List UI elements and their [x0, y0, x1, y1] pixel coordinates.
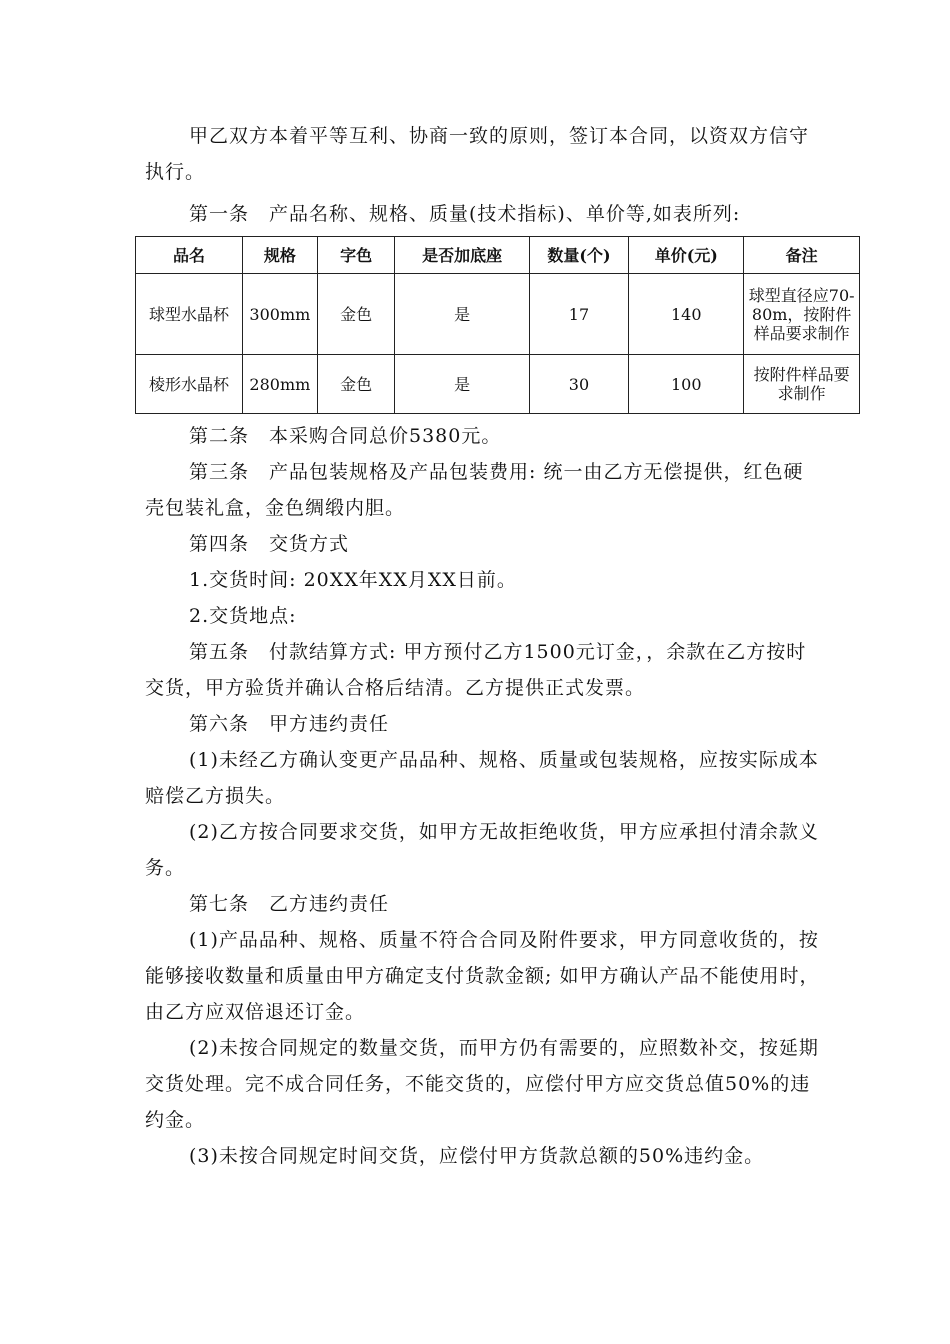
- article-6-heading: 第六条 甲方违约责任: [189, 713, 390, 735]
- cell-remarks: 球型直径应70-80m，按附件样品要求制作: [744, 274, 860, 355]
- table-row: [136, 274, 860, 355]
- article-7-item-1: (1)产品品种、规格、质量不符合合同及附件要求，甲方同意收货的，按能够接收数量和质量由甲方确定支付货款金额; 如甲方确认产品不能使用时，由乙方应双倍退还订金。: [145, 929, 820, 1023]
- cell-base: 是: [395, 355, 529, 414]
- product-spec-table: [135, 236, 860, 414]
- article-7-heading: 第七条 乙方违约责任: [189, 893, 390, 915]
- intro-paragraph: 甲乙双方本着平等互利、协商一致的原则，签订本合同，以资双方信守执行。: [145, 125, 810, 183]
- header-remarks: 备注: [744, 237, 860, 274]
- article-6-item-1: (1)未经乙方确认变更产品品种、规格、质量或包装规格，应按实际成本赔偿乙方损失。: [145, 749, 819, 807]
- table-header-row: [136, 237, 860, 274]
- article-4-item-2: 2.交货地点:: [189, 605, 297, 627]
- article-4-item-1: 1.交货时间: 20XX年XX月XX日前。: [189, 569, 517, 591]
- cell-text-color: 金色: [317, 274, 395, 355]
- cell-remarks: 按附件样品要求制作: [744, 355, 860, 414]
- article-7-item-3: (3)未按合同规定时间交货，应偿付甲方货款总额的50%违约金。: [189, 1145, 765, 1167]
- article-7-item-2: (2)未按合同规定的数量交货，而甲方仍有需要的，应照数补交，按延期交货处理。完不成合同任务，不能交货的，应偿付甲方应交货总值50%的违约金。: [145, 1037, 819, 1131]
- cell-product-name: 球型水晶杯: [136, 274, 243, 355]
- header-quantity: 数量(个): [529, 237, 629, 274]
- table-row: [136, 355, 860, 414]
- header-spec: 规格: [242, 237, 317, 274]
- article-4-heading: 第四条 交货方式: [189, 533, 350, 555]
- header-product-name: 品名: [136, 237, 243, 274]
- article-5: 第五条 付款结算方式: 甲方预付乙方1500元订金，，余款在乙方按时交货，甲方验货并确认合格后结清。乙方提供正式发票。: [145, 641, 807, 699]
- cell-text-color: 金色: [317, 355, 395, 414]
- article-2: 第二条 本采购合同总价5380元。: [189, 425, 502, 447]
- article-6-item-2: (2)乙方按合同要求交货，如甲方无故拒绝收货，甲方应承担付清余款义务。: [145, 821, 819, 879]
- cell-spec: 300mm: [242, 274, 317, 355]
- cell-quantity: 30: [529, 355, 629, 414]
- cell-unit-price: 140: [629, 274, 744, 355]
- cell-quantity: 17: [529, 274, 629, 355]
- article-1-heading: 第一条 产品名称、规格、质量(技术指标)、单价等,如表所列:: [189, 203, 741, 225]
- cell-base: 是: [395, 274, 529, 355]
- article-3: 第三条 产品包装规格及产品包装费用: 统一由乙方无偿提供，红色硬壳包装礼盒，金色绸缎内胆。: [145, 461, 804, 519]
- cell-product-name: 棱形水晶杯: [136, 355, 243, 414]
- header-base: 是否加底座: [395, 237, 529, 274]
- cell-spec: 280mm: [242, 355, 317, 414]
- header-unit-price: 单价(元): [629, 237, 744, 274]
- contract-page: [145, 118, 855, 1174]
- header-text-color: 字色: [317, 237, 395, 274]
- cell-unit-price: 100: [629, 355, 744, 414]
